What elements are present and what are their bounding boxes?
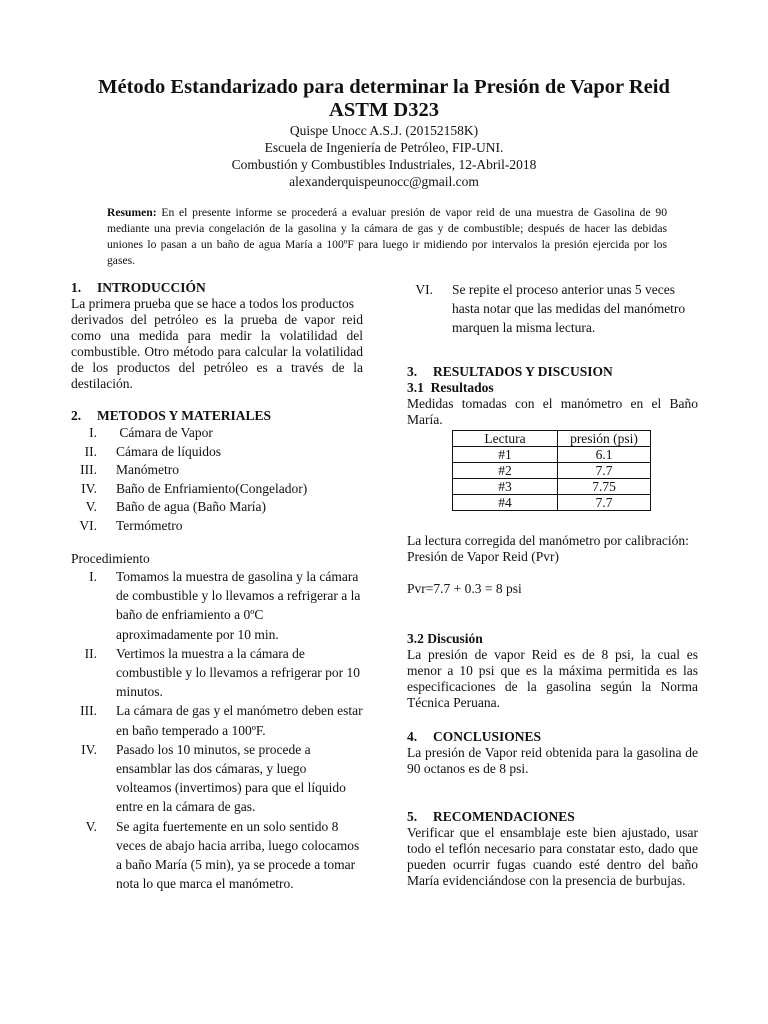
list-item [71,461,363,480]
right-column [407,280,698,889]
section-number: 5. [407,808,418,824]
list-numeral: II. [84,443,97,459]
section-introduction-heading [71,280,363,296]
table-row [453,494,651,510]
procedure-steps-continued [407,280,698,338]
list-numeral: V. [85,818,97,834]
paper-title: Método Estandarizado para determinar la Presión de Vapor Reid [98,76,670,98]
intro-text: derivados del petróleo es la prueba de vapor reid como una medida para medir la volatilidad del combustible. Otro método para calcular la volatilidad de los productos del petróleo es a través de la destilación. [71,312,363,391]
table-cell: 6.1 [558,446,651,462]
section-methods-heading [71,408,363,424]
correction-label: Presión de Vapor Reid (Pvr) [407,548,559,564]
table-cell: 7.75 [558,478,651,494]
table-header: presión (psi) [558,430,651,446]
list-numeral: V. [85,499,97,514]
list-text: Vertimos la muestra a la cámara de combustible y lo llevamos a refrigerar por 10 minutos. [116,645,361,700]
section-title: RECOMENDACIONES [433,808,575,824]
author-school: Escuela de Ingeniería de Petróleo, FIP-UNI. [264,140,504,155]
list-item [407,280,698,338]
materials-list [71,424,363,535]
table-header: Lectura [453,430,558,446]
section-number: 2. [71,408,82,423]
list-item [71,740,363,817]
procedure-steps [71,567,363,893]
section-results-heading [407,364,698,380]
list-text: La cámara de gas y el manómetro deben estar en baño temperado a 100ºF. [116,703,363,738]
recommendations-text: Verificar que el ensamblaje este bien ajustado, usar todo el teflón necesario para constatar esto, dado que pueden ocurrir fugas cuando esté dentro del baño María evidenciándose con la presencia de burbujas. [407,824,698,888]
list-numeral: II. [84,645,97,661]
table-row [453,446,651,462]
abstract [107,205,667,269]
section-title: RESULTADOS Y DISCUSION [433,363,613,379]
list-item [71,424,363,443]
table-cell: #3 [453,478,558,494]
list-text: Baño de Enfriamiento(Congelador) [116,480,308,496]
table-cell: 7.7 [558,462,651,478]
table-cell: #4 [453,494,558,510]
table-header-row [453,430,651,446]
section-number: 3. [407,363,418,379]
section-title: CONCLUSIONES [433,728,542,744]
list-item [71,498,363,517]
section-title: INTRODUCCIÓN [97,280,206,295]
table-cell: #1 [453,446,558,462]
list-text: Pasado los 10 minutos, se procede a ensamblar las dos cámaras, y luego volteamos (invertimos) para que el líquido entre en la cámara de gas. [116,741,346,815]
section-title: METODOS Y MATERIALES [97,408,272,423]
list-numeral: III. [80,462,97,477]
author-course-date: Combustión y Combustibles Industriales, 12-Abril-2018 [231,157,537,172]
list-text: Manómetro [116,462,179,477]
section-number: 4. [407,728,418,744]
intro-first-line: La primera prueba que se hace a todos los productos [71,296,355,311]
list-item [71,480,363,499]
list-text: Baño de agua (Baño María) [116,499,266,514]
list-text: Se repite el proceso anterior unas 5 veces hasta notar que las medidas del manómetro marquen la misma lectura. [452,282,686,336]
section-number: 1. [71,280,82,295]
list-numeral: III. [80,703,97,719]
title-block [40,76,728,190]
list-numeral: VI. [415,282,433,297]
list-item [71,644,363,702]
list-text: Cámara de líquidos [116,443,221,459]
list-item [71,517,363,536]
section-recommendations-heading [407,809,698,825]
list-text: Se agita fuertemente en un solo sentido 8 veces de abajo hacia arriba, luego colocamos a baño María (5 min), ya se procede a tomar nota lo que marca el manómetro. [116,818,360,892]
conclusions-text: La presión de Vapor reid obtenida para la gasolina de 90 octanos es de 8 psi. [407,744,698,776]
discussion-text: La presión de vapor Reid es de 8 psi, la cual es menor a 10 psi que es la máxima permitida es las especificaciones de la gasolina según la Norma Técnica Peruana. [407,646,698,710]
correction-text: La lectura corregida del manómetro por calibración: [407,532,689,548]
list-numeral: IV. [81,741,97,757]
author-name: Quispe Unocc A.S.J. (20152158K) [289,123,479,138]
pvr-formula: Pvr=7.7 + 0.3 = 8 psi [407,580,522,596]
procedure-heading: Procedimiento [71,551,150,566]
list-numeral: I. [89,569,97,584]
list-item [71,701,363,739]
subsection-results-heading: 3.1 Resultados [407,379,494,395]
paper-title-standard: ASTM D323 [329,99,439,121]
left-column [71,280,363,893]
list-item [71,817,363,894]
list-text: Termómetro [116,517,183,533]
list-numeral: I. [89,425,97,440]
list-text: Tomamos la muestra de gasolina y la cámara de combustible y lo llevamos a refrigerar a la baño de enfriamiento a 0ºC aproximadamente por 10 min. [116,569,361,642]
list-numeral: VI. [79,517,97,533]
table-cell: #2 [453,462,558,478]
list-item [71,567,363,644]
list-item [71,443,363,462]
table-row [453,462,651,478]
list-numeral: IV. [81,480,97,496]
abstract-text: En el presente informe se procederá a evaluar presión de vapor reid de una muestra de Gasolina de 90 mediante una previa congelación de la gasolina y la cámara de gas y de combustible; después de hacer las debidas uniones lo pasan a un baño de agua María a 100ºF para luego ir midiendo por intervalos la presión ejercida por los gases. [107,206,667,267]
results-intro: Medidas tomadas con el manómetro en el Baño María. [407,395,698,427]
abstract-label: Resumen: [107,206,157,219]
subsection-discussion-heading: 3.2 Discusión [407,630,483,646]
table-row [453,478,651,494]
table-cell: 7.7 [558,494,651,510]
list-text: Cámara de Vapor [116,425,213,440]
measurements-table [452,430,651,511]
section-conclusions-heading [407,729,698,745]
author-email: alexanderquispeunocc@gmail.com [289,174,479,189]
